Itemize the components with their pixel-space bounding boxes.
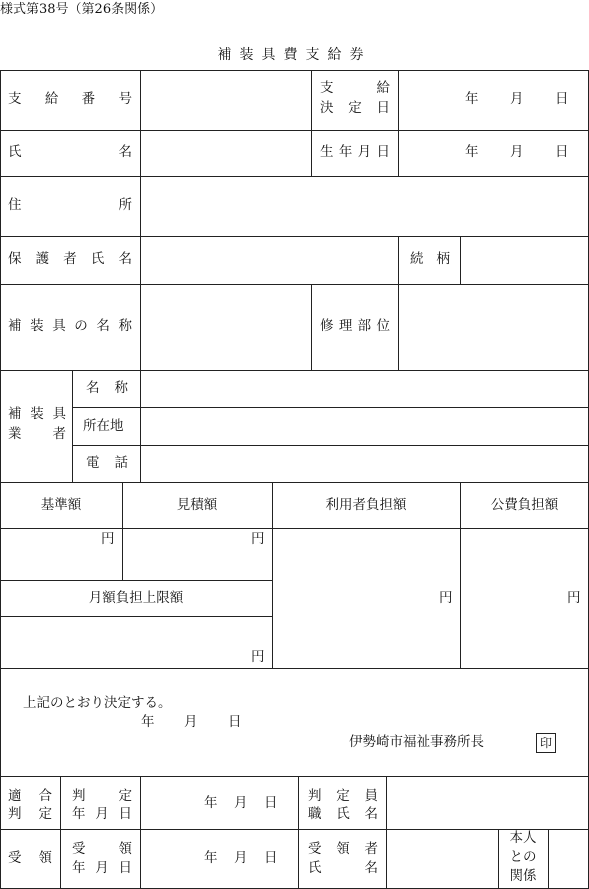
label-tekigo-2 xyxy=(8,808,52,822)
date-day: 日 xyxy=(228,714,242,730)
label-text: 職 氏 名 xyxy=(308,806,378,822)
header-riyousha-futan: 利用者負担額 xyxy=(325,497,407,513)
label-text: 生 年 月 日 xyxy=(320,144,390,160)
date-year: 年 xyxy=(141,714,155,730)
label-text: 修 理 部 位 xyxy=(320,318,390,334)
label-text: 補 装 具 xyxy=(8,406,66,422)
date-month: 月 xyxy=(510,91,524,107)
date-month: 月 xyxy=(234,850,248,866)
header-mitsumori-gaku: 見積額 xyxy=(176,497,218,513)
seal-mark: 印 xyxy=(536,733,556,753)
label-shikyu-kettei-2 xyxy=(320,102,390,116)
label-text: 年 月 日 xyxy=(72,806,132,822)
label-gyosha-1 xyxy=(8,408,66,422)
label-text: 電 話 xyxy=(86,455,128,471)
label-text: 続 柄 xyxy=(410,251,450,267)
date-day: 日 xyxy=(555,91,569,107)
label-juryosha-2 xyxy=(308,862,378,876)
label-shuri-bui xyxy=(320,320,390,334)
label-text: 保 護 者 氏 名 xyxy=(8,251,132,267)
label-shozaichi: 所在地 xyxy=(83,418,124,434)
date-month: 月 xyxy=(184,714,198,730)
label-hogosha-shimei xyxy=(8,253,132,267)
label-juryo xyxy=(8,852,52,866)
yen-unit: 円 xyxy=(251,649,265,665)
label-text: 判 定 xyxy=(72,788,132,804)
date-year: 年 xyxy=(465,91,479,107)
date-month: 月 xyxy=(510,144,524,160)
label-hantei-nengappi-2 xyxy=(72,808,132,822)
label-text: 支 給 番 号 xyxy=(8,91,132,107)
label-text: 判 定 xyxy=(8,806,52,822)
label-text: 業 者 xyxy=(8,426,66,442)
header-kijun-gaku: 基準額 xyxy=(40,497,82,513)
label-jusho xyxy=(8,199,132,213)
label-juryosha-1 xyxy=(308,843,378,857)
label-text: 補 装 具 の 名 称 xyxy=(8,318,132,334)
label-text: 受 領 者 xyxy=(308,841,378,857)
date-year: 年 xyxy=(465,144,479,160)
label-honnin-2: との xyxy=(509,849,537,865)
date-day: 日 xyxy=(264,850,278,866)
yen-unit: 円 xyxy=(101,531,115,547)
label-denwa xyxy=(86,457,128,471)
label-hanteiin-2 xyxy=(308,808,378,822)
header-kohi-futan: 公費負担額 xyxy=(490,497,559,513)
label-juryo-nengappi-2 xyxy=(72,862,132,876)
label-text: 名 称 xyxy=(86,380,128,396)
label-juryo-nengappi-1 xyxy=(72,843,132,857)
issuer-name: 伊勢崎市福祉事務所長 xyxy=(349,734,484,750)
label-text: 決 定 日 xyxy=(320,100,390,116)
yen-unit: 円 xyxy=(251,531,265,547)
label-honnin-1: 本人 xyxy=(509,830,537,846)
date-day: 日 xyxy=(555,144,569,160)
date-month: 月 xyxy=(234,795,248,811)
document-title: 補装具費支給券 xyxy=(217,47,372,63)
label-text: 支 給 xyxy=(320,80,390,96)
label-text: 受 領 xyxy=(72,841,132,857)
label-shikyu-bango xyxy=(8,93,132,107)
label-text: 氏 名 xyxy=(308,860,378,876)
label-shikyu-kettei-1 xyxy=(320,82,390,96)
decision-statement: 上記のとおり決定する。 xyxy=(23,695,172,711)
label-text: 判 定 員 xyxy=(308,788,378,804)
label-hantei-nengappi-1 xyxy=(72,790,132,804)
yen-unit: 円 xyxy=(567,590,581,606)
date-day: 日 xyxy=(264,795,278,811)
label-text: 住 所 xyxy=(8,197,132,213)
form-caption: 様式第38号（第26条関係） xyxy=(0,2,164,17)
label-text: 年 月 日 xyxy=(72,860,132,876)
label-shimei xyxy=(8,146,132,160)
yen-unit: 円 xyxy=(439,590,453,606)
label-hanteiin-1 xyxy=(308,790,378,804)
label-honnin-3: 関係 xyxy=(509,868,537,884)
label-gyosha-2 xyxy=(8,428,66,442)
label-text: 氏 名 xyxy=(8,144,132,160)
label-hosogu-meisho xyxy=(8,320,132,334)
label-text: 適 合 xyxy=(8,788,52,804)
label-getsugaku-futan-jogen: 月額負担上限額 xyxy=(88,590,184,606)
label-seinengappi xyxy=(320,146,390,160)
label-meisho xyxy=(86,382,128,396)
label-text: 受 領 xyxy=(8,850,52,866)
date-year: 年 xyxy=(204,795,218,811)
label-zokugara xyxy=(410,253,450,267)
date-year: 年 xyxy=(204,850,218,866)
label-tekigo-1 xyxy=(8,790,52,804)
